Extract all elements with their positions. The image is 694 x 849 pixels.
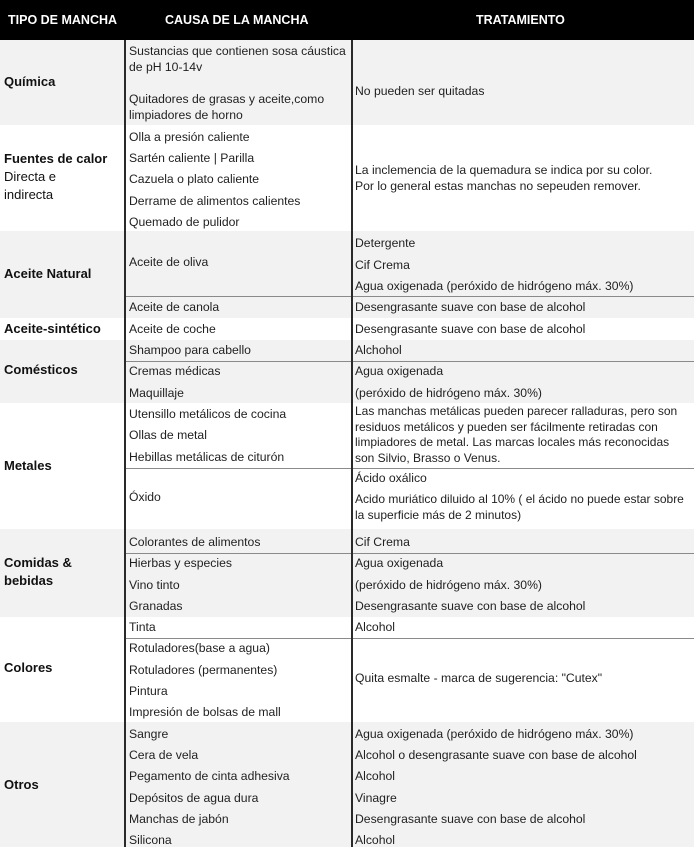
cause-item: Aceite de coche	[129, 322, 216, 336]
cause-item: Pegamento de cinta adhesiva	[129, 769, 290, 783]
table-header	[0, 0, 694, 40]
treatment-item: Por lo general estas manchas no sepeuden remover.	[355, 179, 641, 193]
category-comidas-bebidas: Comidas & bebidas	[4, 555, 72, 588]
treatment-item: Agua oxigenada	[355, 556, 444, 570]
header-tratamiento: TRATAMIENTO	[476, 13, 565, 27]
treatment-item: (peróxido de hidrógeno máx. 30%)	[355, 578, 542, 592]
treatment-item: Cif Crema	[355, 535, 410, 549]
treatment-item: Alchohol	[355, 343, 402, 357]
cause-item: Utensillo metálicos de cocina	[129, 407, 287, 421]
category-otros: Otros	[4, 777, 39, 792]
treatment-item: Desengrasante suave con base de alcohol	[355, 322, 586, 336]
category-aceite-sintetico: Aceite-sintético	[4, 321, 101, 336]
header-causa: CAUSA DE LA MANCHA	[165, 13, 309, 27]
treatment-item: Detergente	[355, 236, 416, 250]
cause-item: Silicona	[129, 833, 172, 847]
treatment-item: No pueden ser quitadas	[355, 84, 485, 98]
cause-item: Depósitos de agua dura	[129, 791, 259, 805]
cause-item: Shampoo para cabello	[129, 343, 251, 357]
cause-item: Tinta	[129, 620, 156, 634]
cause-item: Granadas	[129, 599, 183, 613]
category-fuentes-calor-title: Fuentes de calor	[4, 151, 108, 166]
column-divider-1	[124, 40, 126, 847]
cause-item: Ollas de metal	[129, 428, 207, 442]
cause-item: Aceite de oliva	[129, 255, 209, 269]
cause-item: Óxido	[129, 490, 161, 504]
cause-item: Derrame de alimentos calientes	[129, 194, 301, 208]
treatment-item: Quita esmalte - marca de sugerencia: "Cutex"	[355, 671, 603, 685]
category-quimica: Química	[4, 74, 56, 89]
cause-item: Pintura	[129, 684, 168, 698]
group-quimica	[0, 40, 694, 125]
treatment-item: Agua oxigenada (peróxido de hidrógeno máx. 30%)	[355, 727, 634, 741]
treatment-item: Agua oxigenada	[355, 364, 444, 378]
treatment-item: Alcohol o desengrasante suave con base de alcohol	[355, 748, 637, 762]
treatment-item: Desengrasante suave con base de alcohol	[355, 300, 586, 314]
cause-item: Colorantes de alimentos	[129, 535, 261, 549]
cause-item: Sangre	[129, 727, 169, 741]
cause-item: Cera de vela	[129, 748, 199, 762]
treatment-item: Ácido oxálico	[355, 471, 427, 485]
cause-item: Quemado de pulidor	[129, 215, 240, 229]
category-fuentes-calor-subtitle: Directa e indirecta	[4, 169, 57, 202]
treatment-item: Desengrasante suave con base de alcohol	[355, 812, 586, 826]
cause-item: Rotuladores (permanentes)	[129, 663, 278, 677]
cause-item: Aceite de canola	[129, 300, 220, 314]
category-colores: Colores	[4, 660, 53, 675]
cause-item: Manchas de jabón	[129, 812, 229, 826]
treatment-item: Alcohol	[355, 769, 395, 783]
header-tipo: TIPO DE MANCHA	[8, 13, 118, 27]
cause-item: Hierbas y especies	[129, 556, 232, 570]
category-metales: Metales	[4, 458, 52, 473]
cause-item: Sustancias que contienen sosa cáustica de pH 10-14v	[129, 44, 346, 74]
cause-item: Maquillaje	[129, 386, 184, 400]
treatment-item: Acido muriático diluido al 10% ( el ácido no puede estar sobre la superficie más de 2 minutos)	[355, 492, 684, 522]
cause-item: Impresión de bolsas de mall	[129, 705, 281, 719]
column-divider-2	[351, 40, 353, 847]
treatment-item: Agua oxigenada (peróxido de hidrógeno máx. 30%)	[355, 279, 634, 293]
treatment-item: Cif Crema	[355, 258, 410, 272]
cause-item: Rotuladores(base a agua)	[129, 641, 270, 655]
cause-item: Hebillas metálicas de citurón	[129, 450, 285, 464]
treatment-item: Vinagre	[355, 791, 397, 805]
cause-item: Vino tinto	[129, 578, 180, 592]
treatment-item: La inclemencia de la quemadura se indica por su color.	[355, 163, 653, 177]
cause-item: Quitadores de grasas y aceite,como limpiadores de horno	[129, 92, 325, 122]
treatment-item: Las manchas metálicas pueden parecer ralladuras, pero son residuos metálicos y pueden ser fácilmente retiradas con limpiadores de metal. Las marcas locales más reconocidas son Silvio, Brasso o Venus.	[355, 404, 678, 465]
treatment-item: Alcohol	[355, 620, 395, 634]
category-comesticos: Comésticos	[4, 362, 78, 377]
cause-item: Olla a presión caliente	[129, 130, 250, 144]
treatment-item: Desengrasante suave con base de alcohol	[355, 599, 586, 613]
cause-item: Sartén caliente | Parilla	[129, 151, 255, 165]
category-fuentes-calor	[4, 150, 124, 204]
treatment-item: (peróxido de hidrógeno máx. 30%)	[355, 386, 542, 400]
cause-item: Cazuela o plato caliente	[129, 172, 260, 186]
treatment-item: Alcohol	[355, 833, 395, 847]
category-aceite-natural: Aceite Natural	[4, 266, 92, 281]
cause-item: Cremas médicas	[129, 364, 221, 378]
